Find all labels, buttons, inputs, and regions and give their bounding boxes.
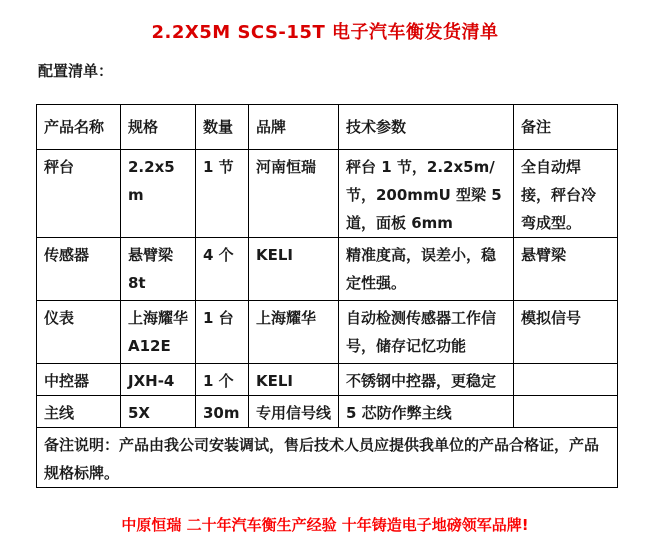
brand-cell: KELI	[249, 238, 339, 301]
col-header-product-name: 产品名称	[37, 105, 121, 150]
spec-cell: 上海耀华 A12E	[121, 301, 196, 364]
brand-cell: 河南恒瑞	[249, 150, 339, 238]
spec-cell: JXH-4	[121, 364, 196, 396]
table-header-row	[37, 105, 618, 150]
spec-cell: 2.2x5m	[121, 150, 196, 238]
tech-params-cell: 不锈钢中控器，更稳定	[339, 364, 514, 396]
product-name-cell: 中控器	[37, 364, 121, 396]
remarks-cell: 全自动焊接，秤台冷弯成型。	[514, 150, 618, 238]
tech-params-cell: 自动检测传感器工作信号，储存记忆功能	[339, 301, 514, 364]
quantity-cell: 1 个	[196, 364, 249, 396]
footer-slogan: 中原恒瑞 二十年汽车衡生产经验 十年铸造电子地磅领军品牌!	[121, 516, 529, 534]
product-name-cell: 仪表	[37, 301, 121, 364]
config-list-label: 配置清单：	[38, 62, 114, 80]
brand-cell: 上海耀华	[249, 301, 339, 364]
col-header-remarks: 备注	[514, 105, 618, 150]
table-row-indicator	[37, 301, 618, 364]
brand-cell: 专用信号线	[249, 396, 339, 428]
product-name-cell: 传感器	[37, 238, 121, 301]
spec-cell: 悬臂梁 8t	[121, 238, 196, 301]
quantity-cell: 1 节	[196, 150, 249, 238]
col-header-brand: 品牌	[249, 105, 339, 150]
brand-cell: KELI	[249, 364, 339, 396]
quantity-cell: 1 台	[196, 301, 249, 364]
remarks-cell	[514, 396, 618, 428]
product-name-cell: 主线	[37, 396, 121, 428]
spec-cell: 5X	[121, 396, 196, 428]
remarks-cell: 模拟信号	[514, 301, 618, 364]
spec-table	[36, 104, 618, 488]
tech-params-cell: 5 芯防作弊主线	[339, 396, 514, 428]
remarks-cell: 悬臂梁	[514, 238, 618, 301]
table-row-main-cable	[37, 396, 618, 428]
table-row-scale-platform	[37, 150, 618, 238]
col-header-tech-params: 技术参数	[339, 105, 514, 150]
table-row-sensor	[37, 238, 618, 301]
document-title: 2.2X5M SCS-15T 电子汽车衡发货清单	[151, 22, 499, 43]
col-header-quantity: 数量	[196, 105, 249, 150]
remarks-cell	[514, 364, 618, 396]
table-row-junction-box	[37, 364, 618, 396]
product-name-cell: 秤台	[37, 150, 121, 238]
quantity-cell: 30m	[196, 396, 249, 428]
tech-params-cell: 精准度高，误差小，稳定性强。	[339, 238, 514, 301]
table-remarks-row	[37, 428, 618, 488]
quantity-cell: 4 个	[196, 238, 249, 301]
tech-params-cell: 秤台 1 节，2.2x5m/节，200mmU 型梁 5 道，面板 6mm	[339, 150, 514, 238]
remarks-note-cell: 备注说明：产品由我公司安装调试，售后技术人员应提供我单位的产品合格证，产品规格标牌。	[37, 428, 618, 488]
col-header-spec: 规格	[121, 105, 196, 150]
